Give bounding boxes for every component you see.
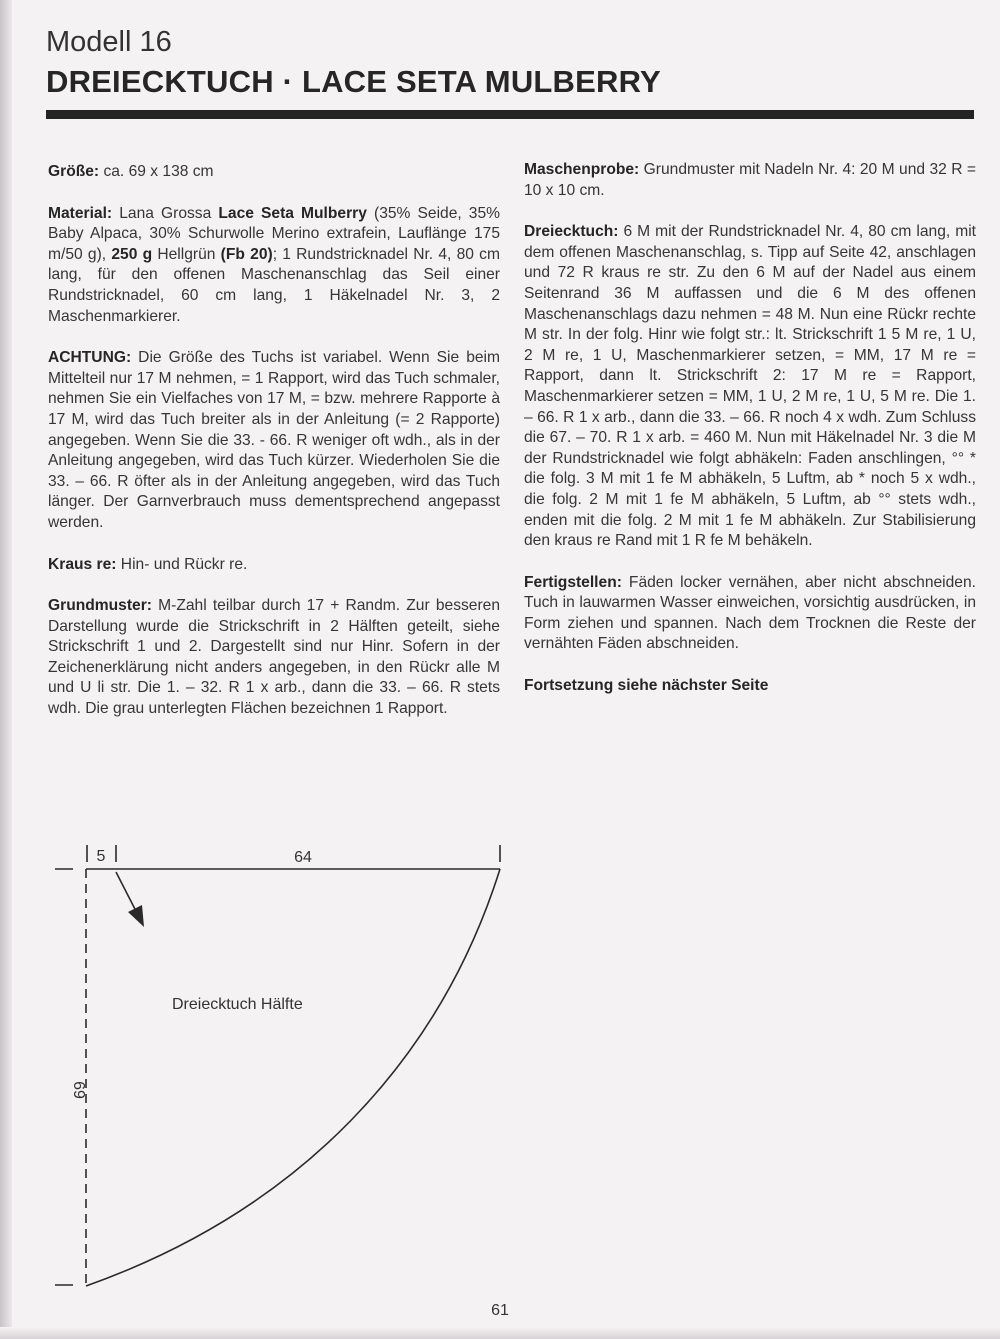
yarn-color-number: (Fb 20) [220,245,273,263]
kraus-text: Hin- und Rückr re. [116,555,248,573]
maschenprobe-text: Grundmuster mit Nadeln Nr. 4: 20 M und 32 R = 10 x 10 cm. [524,161,976,199]
page-number: 61 [491,1302,509,1319]
material-text-4: ; 1 Rundstricknadel Nr. 4, 80 cm lang, für den offenen Maschenanschlag das Seil einer Rundstricknadel, 60 cm lang, 1 Häkelnadel Nr. 3, 2 Maschenmarkierer. [48,245,500,325]
size-text: ca. 69 x 138 cm [99,163,214,180]
yarn-name: Lace Seta Mulberry [218,204,367,222]
attention-text: Die Größe des Tuchs ist variabel. Wenn Sie beim Mittelteil nur 17 M nehmen, = 1 Rapport, wird das Tuch schmaler, nehmen Sie ein Vielfaches von 17 M, = bzw. mehrere Rapporte à 17 M, wird das Tuch breiter als in der Anleitung (= 2 Rapporte) angegeben. Wenn Sie die 33. - 66. R weniger oft wdh., als in der Anleitung angegeben, wird das Tuch kürzer. Wiederholen Sie die 33. – 66. R öfter als in der Anleitung angegeben, wird das Tuch länger. Der Garnverbrauch muss dementsprechend angepasst werden. [48,349,500,531]
continuation-note: Fortsetzung siehe nächster Seite [524,677,769,695]
dreiecktuch-text: 6 M mit der Rundstricknadel Nr. 4, 80 cm lang, mit dem offenen Maschenanschlag, s. Tipp auf Seite 42, anschlagen und 72 R kraus re str. Zu den 6 M auf der Nadel aus einem Seitenrand 36 M auffassen und die 6 M des offenen Maschenanschlags dazu nehmen = 48 M. Nun eine Rückr rechte M str. In der folg. Hinr wie folgt str.: lt. Strickschrift 1 5 M re, 1 U, 2 M re, 1 U, Maschenmarkierer setzen, = MM, 17 M re = Rapport, dann lt. Strickschrift 2: 17 M re = Rapport, Maschenmarkierer setzen = MM, 1 U, 2 M re, 1 U, 5 M re. Die 1. – 66. R 1 x arb., dann die 33. – 66. R noch 4 x wdh. Zum Schluss die 67. – 70. R 1 x arb. = 460 M. Nun mit Häkelnadel Nr. 3 die M der Rundstricknadel wie folgt abhäkeln: Faden anschlingen, °° * die folg. 3 M mit 1 fe M abhäkeln, 5 Luftm, ab * noch 5 x wdh., die folg. 2 M mit 1 fe M abhäkeln, 5 Luftm, ab °° stets wdh., enden mit die folg. 2 M mit 1 fe M abhäkeln. Zur Stabilisierung den kraus re Rand mit 1 R fe M behäkeln. [524,223,976,550]
arrow-head [128,905,144,927]
kraus-label: Kraus re: [48,555,117,573]
material-text-3: Hellgrün [152,245,221,263]
fertigstellen-label: Fertigstellen: [524,573,622,591]
page-title: DREIECKTUCH · LACE SETA MULBERRY [46,64,661,99]
diagonal-edge-curve [86,869,500,1286]
dim-label-64: 64 [294,849,312,866]
yarn-amount: 250 g [111,245,153,263]
material-text-1: Lana Grossa [112,204,219,222]
grundmuster-label: Grundmuster: [48,597,152,615]
fertigstellen-text: Fäden locker vernähen, aber nicht abschneiden. Tuch in lauwarmen Wasser einweichen, vorsichtig ausdrücken, in Form ziehen und spannen. Nach dem Trocknen die Reste der vernähten Fäden abschneiden. [524,573,976,653]
model-number: Modell 16 [46,26,172,58]
attention-label: ACHTUNG: [48,349,132,367]
diagram-label: Dreiecktuch Hälfte [172,996,303,1013]
maschenprobe-label: Maschenprobe: [524,161,640,178]
dim-label-5: 5 [96,848,106,865]
direction-arrow-line [116,872,138,915]
material-label: Material: [48,204,113,222]
dim-label-69: 69 [70,1081,87,1099]
size-label: Größe: [48,163,100,180]
grundmuster-text: M-Zahl teilbar durch 17 + Randm. Zur besseren Darstellung wurde die Strickschrift in 2 Hälften geteilt, siehe Strickschrift 1 und 2. Dargestellt sind nur Hinr. Sofern in der Zeichenerklärung nicht anders angegeben, in den Rückr alle M und U li str. Die 1. – 32. R 1 x arb., dann die 33. – 66. R stets wdh. Die grau unterlegten Flächen bezeichnen 1 Rapport. [48,597,500,718]
material-text-2: (35% Seide, 35% Baby Alpaca, 30% Schurwolle Merino extrafein, Lauflänge 175 m/50 g), [48,204,501,263]
dreiecktuch-label: Dreiecktuch: [524,223,619,241]
